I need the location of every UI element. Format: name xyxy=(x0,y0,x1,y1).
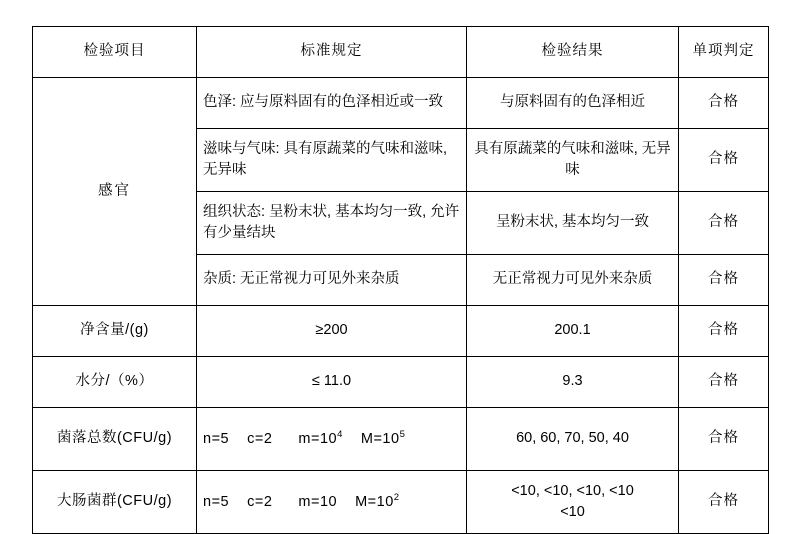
standard-net-content: ≥200 xyxy=(197,306,467,357)
standard-c-value: c=2 xyxy=(247,493,273,510)
verdict-coliform: 合格 xyxy=(679,471,769,534)
standard-M-exponent: 5 xyxy=(399,429,406,441)
sensory-standard-color: 色泽: 应与原料固有的色泽相近或一致 xyxy=(197,78,467,129)
standard-M-value: M=10 xyxy=(360,430,400,447)
standard-M-value: M=10 xyxy=(355,493,394,510)
result-total-plate-count: 60, 60, 70, 50, 40 xyxy=(467,408,679,471)
sensory-verdict-impurity: 合格 xyxy=(679,255,769,306)
standard-m-exponent: 4 xyxy=(337,429,343,441)
header-item: 检验项目 xyxy=(33,27,197,78)
sensory-standard-flavor: 滋味与气味: 具有原蔬菜的气味和滋味, 无异味 xyxy=(197,129,467,192)
table-row xyxy=(33,471,769,534)
sensory-standard-texture: 组织状态: 呈粉末状, 基本均匀一致, 允许有少量结块 xyxy=(197,192,467,255)
sensory-result-flavor: 具有原蔬菜的气味和滋味, 无异味 xyxy=(467,129,679,192)
standard-coliform xyxy=(197,471,467,534)
verdict-moisture: 合格 xyxy=(679,357,769,408)
table-row xyxy=(33,306,769,357)
sensory-verdict-flavor: 合格 xyxy=(679,129,769,192)
header-standard: 标准规定 xyxy=(197,27,467,78)
header-result: 检验结果 xyxy=(467,27,679,78)
standard-M-exponent: 2 xyxy=(393,492,400,504)
verdict-net-content: 合格 xyxy=(679,306,769,357)
result-coliform xyxy=(467,471,679,534)
sensory-group-label: 感官 xyxy=(33,78,197,306)
table-row xyxy=(33,78,769,129)
result-coliform-line-2: <10 xyxy=(560,504,585,520)
standard-c-value: c=2 xyxy=(247,430,273,447)
sensory-verdict-texture: 合格 xyxy=(679,192,769,255)
standard-n-value: n=5 xyxy=(203,430,230,447)
verdict-total-plate-count: 合格 xyxy=(679,408,769,471)
standard-m-value: m=10 xyxy=(298,430,338,447)
sensory-result-texture: 呈粉末状, 基本均匀一致 xyxy=(467,192,679,255)
item-total-plate-count: 菌落总数(CFU/g) xyxy=(33,408,197,471)
result-moisture: 9.3 xyxy=(467,357,679,408)
sensory-result-impurity: 无正常视力可见外来杂质 xyxy=(467,255,679,306)
table-row xyxy=(33,357,769,408)
result-coliform-line-1: <10, <10, <10, <10 xyxy=(511,482,634,499)
sensory-verdict-color: 合格 xyxy=(679,78,769,129)
standard-m-value: m=10 xyxy=(298,493,338,510)
header-verdict: 单项判定 xyxy=(679,27,769,78)
sensory-result-color: 与原料固有的色泽相近 xyxy=(467,78,679,129)
standard-moisture: ≤ 11.0 xyxy=(197,357,467,408)
inspection-report-table xyxy=(32,26,769,534)
standard-total-plate-count xyxy=(197,408,467,471)
table-row xyxy=(33,408,769,471)
item-coliform: 大肠菌群(CFU/g) xyxy=(33,471,197,534)
item-net-content: 净含量/(g) xyxy=(33,306,197,357)
sensory-standard-impurity: 杂质: 无正常视力可见外来杂质 xyxy=(197,255,467,306)
item-moisture: 水分/（%） xyxy=(33,357,197,408)
table-header-row xyxy=(33,27,769,78)
standard-n-value: n=5 xyxy=(203,493,230,510)
result-net-content: 200.1 xyxy=(467,306,679,357)
